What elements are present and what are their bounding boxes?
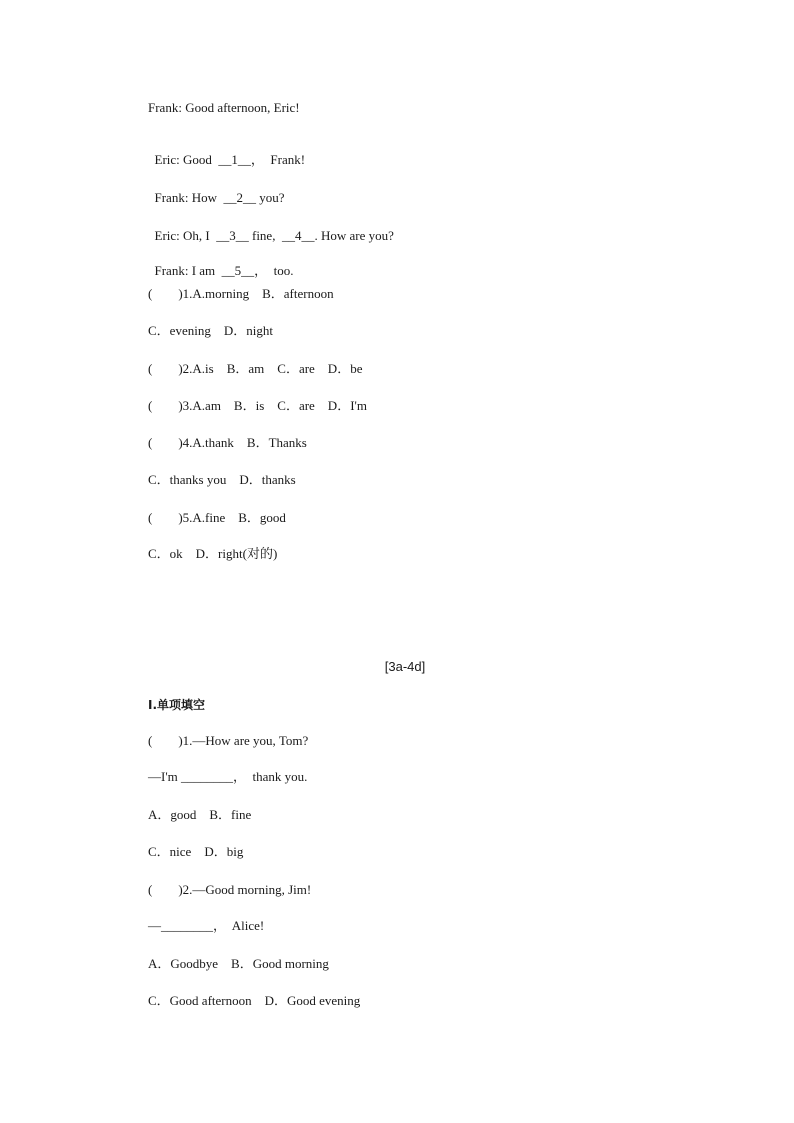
dialogue-text: Eric: Oh, I — [154, 228, 217, 243]
dialogue-line-4 — [148, 212, 394, 244]
section-question-2: ( )2.—Good morning, Jim! — [148, 882, 312, 897]
dialogue-text: Eric: Good — [154, 152, 219, 167]
blank-5: __5__ — [221, 263, 255, 278]
section-question-2-options-a: A．Goodbye B．Good morning — [148, 956, 329, 971]
section-title: Ⅰ.单项填空 — [148, 698, 206, 712]
dialogue-line-1: Frank: Good afternoon, Eric! — [148, 100, 300, 115]
question-4-options-a: ( )4.A.thank B．Thanks — [148, 435, 307, 450]
blank-3: __3__ — [216, 228, 249, 243]
section-question-1-options-b: C．nice D．big — [148, 844, 244, 859]
blank-2: __2__ — [223, 190, 256, 205]
dialogue-text: ， Frank! — [250, 152, 306, 167]
section-question-1: ( )1.—How are you, Tom? — [148, 733, 309, 748]
dialogue-line-3 — [148, 174, 285, 206]
blank-1: __1__ — [218, 152, 251, 167]
section-code: [3a-4d] — [384, 659, 426, 674]
question-1-options-b: C．evening D．night — [148, 323, 273, 338]
dialogue-text: Frank: I am — [154, 263, 222, 278]
section-question-2-options-b: C．Good afternoon D．Good evening — [148, 993, 361, 1008]
dialogue-line-5 — [148, 247, 294, 279]
question-5-options-a: ( )5.A.fine B．good — [148, 510, 286, 525]
dialogue-text: Frank: How — [154, 190, 224, 205]
section-question-2-answer: —________， Alice! — [148, 918, 265, 933]
question-2-options: ( )2.A.is B．am C．are D．be — [148, 361, 363, 376]
dialogue-line-2 — [148, 136, 305, 168]
dialogue-text: . How are you? — [314, 228, 394, 243]
blank-4: __4__ — [281, 228, 315, 243]
dialogue-text: fine, — [248, 228, 282, 243]
question-5-options-b: C．ok D．right(对的) — [148, 546, 278, 561]
dialogue-text: you? — [255, 190, 285, 205]
question-1-options-a: ( )1.A.morning B．afternoon — [148, 286, 334, 301]
section-question-1-answer: —I'm ________， thank you. — [148, 769, 308, 784]
question-3-options: ( )3.A.am B．is C．are D．I'm — [148, 398, 367, 413]
question-4-options-b: C．thanks you D．thanks — [148, 472, 296, 487]
dialogue-text: ， too. — [254, 263, 294, 278]
section-question-1-options-a: A．good B．fine — [148, 807, 252, 822]
